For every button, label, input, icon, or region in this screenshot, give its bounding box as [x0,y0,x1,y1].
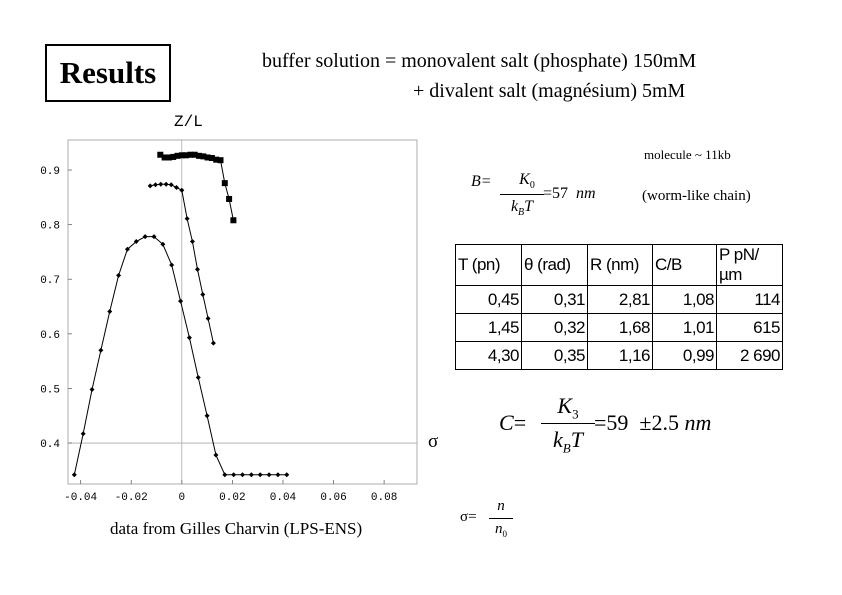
y-tick-label: 0.4 [40,439,60,452]
data-point [190,239,195,244]
formula-c: C= [499,410,527,435]
data-point [195,267,200,272]
y-axis-label: Z/L [174,113,203,131]
formula-sigma: σ= [460,509,477,525]
data-point [178,299,183,304]
data-point [169,263,174,268]
formula-sigma-denominator: $n_0$ [495,521,507,539]
formula-sigma-fraction-bar [489,518,513,519]
model-note: (worm-like chain) [642,188,751,204]
data-point [226,196,232,202]
data-point [249,472,254,477]
y-tick-label: 0.6 [40,329,60,342]
data-point [196,375,201,380]
data-point [179,188,184,193]
data-point [81,431,86,436]
table-row [456,314,783,342]
y-tick-label: 0.5 [40,384,60,397]
formula-b-numerator: $K_0$ [519,171,535,192]
data-point [213,453,218,458]
data-point [267,472,272,477]
table-cell: 1,01 [653,314,717,342]
results-table [455,244,783,370]
formula-b-lhs: B [471,173,481,190]
data-point [153,182,158,187]
formula-c-lhs: C [499,410,514,435]
data-point [143,234,148,239]
formula-c-denominator: $k_BT$ [553,427,583,456]
data-point [222,180,228,186]
formula-b: B= [471,173,492,190]
formula-c-fraction-bar [541,423,595,424]
buffer-line-2: + divalent salt (magnésium) 5mM [413,80,686,102]
molecule-note: molecule ~ 11kb [644,147,731,162]
x-tick-label: 0.02 [219,492,246,504]
formula-c-value: =59 ±2.5 nm [594,410,712,435]
data-point [231,472,236,477]
x-tick-label: 0.08 [370,492,398,504]
data-point [211,341,216,346]
table-cell: 0,35 [522,342,588,370]
series-line [160,155,233,221]
data-point [240,472,245,477]
table-cell: 0,99 [653,342,717,370]
data-point [206,316,211,321]
table-cell: 0,45 [456,286,522,314]
table-cell: 2,81 [588,286,653,314]
formula-b-value: =57 nm [543,185,596,202]
data-point [158,182,163,187]
x-tick-label: -0.02 [114,492,148,504]
table-cell: 114 [717,286,783,314]
x-tick-label: 0 [178,492,186,504]
table-header: T (pn) [456,245,522,286]
table-row [456,286,783,314]
data-point [217,157,223,163]
formula-sigma-numerator: n [497,498,505,514]
data-point [284,472,289,477]
y-tick-label: 0.9 [40,166,60,179]
table-cell: 1,68 [588,314,653,342]
data-point [200,292,205,297]
data-point [185,216,190,221]
table-header: R (nm) [588,245,653,286]
table-cell: 0,32 [522,314,588,342]
table-cell: 1,16 [588,342,653,370]
table-cell: 0,31 [522,286,588,314]
table-header-row [456,245,783,286]
table-header: P pN/µm [717,245,783,286]
table-cell: 2 690 [717,342,783,370]
table-header: θ (rad) [522,245,588,286]
series-line [74,237,286,475]
data-point [205,413,210,418]
y-tick-label: 0.8 [40,220,60,233]
data-point [90,387,95,392]
data-point [169,182,174,187]
plot-frame [68,140,417,484]
table-cell: 1,08 [653,286,717,314]
buffer-line-1: buffer solution = monovalent salt (phosphate) 150mM [262,50,697,72]
x-tick-label: -0.04 [64,492,98,504]
formula-b-denominator: $k_BT$ [510,198,534,219]
table-header: C/B [653,245,717,286]
table-row [456,342,783,370]
data-point [275,472,280,477]
results-title: Results [45,44,171,102]
data-point [148,183,153,188]
data-point [164,182,169,187]
data-point [187,335,192,340]
x-tick-label: 0.06 [320,492,347,504]
table-cell: 4,30 [456,342,522,370]
formula-c-numerator: $K_3$ [557,393,579,422]
x-axis-label: σ [428,431,439,452]
formula-b-fraction-bar [500,194,544,195]
x-tick-label: 0.04 [269,492,297,504]
data-point [174,185,179,190]
data-point [72,472,77,477]
data-point [116,273,121,278]
data-point [98,348,103,353]
data-point [258,472,263,477]
data-point [230,217,236,223]
data-credit: data from Gilles Charvin (LPS-ENS) [110,519,363,538]
data-point [222,472,227,477]
table-cell: 1,45 [456,314,522,342]
data-point [107,309,112,314]
table-cell: 615 [717,314,783,342]
y-tick-label: 0.7 [40,275,60,288]
